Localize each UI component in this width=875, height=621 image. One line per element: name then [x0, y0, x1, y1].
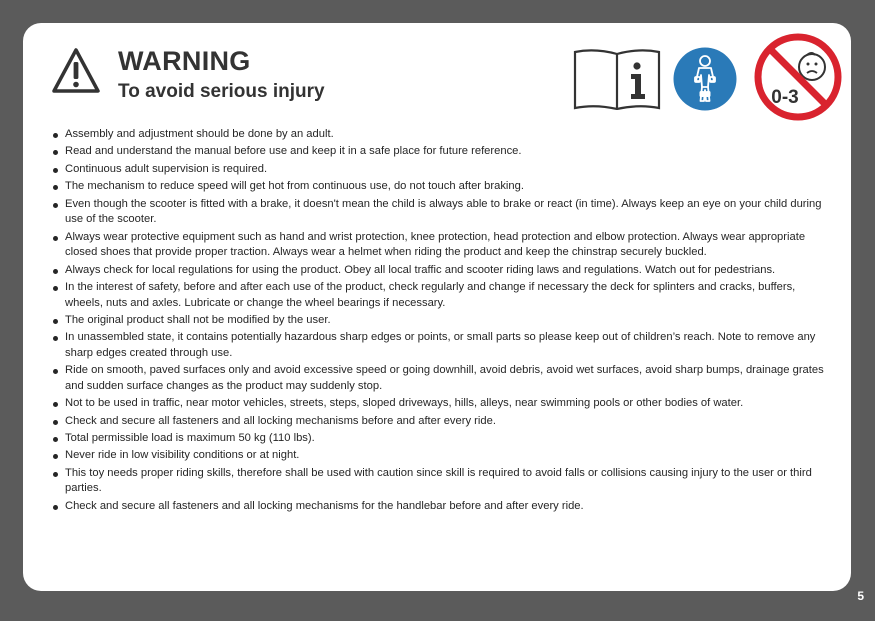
age-range-label: 0-3	[771, 87, 799, 108]
warning-item: Read and understand the manual before use and keep it in a safe place for future reference.	[48, 144, 828, 160]
page-subtitle: To avoid serious injury	[118, 81, 325, 102]
warning-item: This toy needs proper riding skills, therefore shall be used with caution since skill is required to avoid falls or collisions causing injury to the user or third parties.	[48, 466, 828, 497]
warning-item: Never ride in low visibility conditions or at night.	[48, 448, 828, 464]
not-for-age-0-3-icon	[752, 31, 844, 123]
page-number: 5	[857, 589, 864, 603]
page-title: WARNING	[118, 46, 251, 76]
warning-item: Check and secure all fasteners and all locking mechanisms for the handlebar before and after every ride.	[48, 499, 828, 515]
warning-item: In the interest of safety, before and after each use of the product, check regularly and change if necessary the deck for splinters and cracks, buffers, wheels, nuts and axles. Lubricate or change the wheel bearings if necessary.	[48, 280, 828, 311]
warning-item: The mechanism to reduce speed will get hot from continuous use, do not touch after braking.	[48, 179, 828, 195]
read-manual-icon	[573, 46, 661, 110]
warning-item: Continuous adult supervision is required.	[48, 162, 828, 178]
warning-item: Always wear protective equipment such as hand and wrist protection, knee protection, head protection and elbow protection. Always wear appropriate closed shoes that provide proper traction. Always wear a helmet when riding the product and keep the chinstrap securely buckled.	[48, 230, 828, 261]
warning-item: Ride on smooth, paved surfaces only and avoid excessive speed or going downhill, avoid debris, avoid wet surfaces, avoid sharp bumps, drainage grates and sudden surface changes as the product may suddenly stop.	[48, 363, 828, 394]
warning-card	[23, 23, 851, 591]
warning-item: The original product shall not be modified by the user.	[48, 313, 828, 329]
warning-item: Check and secure all fasteners and all locking mechanisms before and after every ride.	[48, 414, 828, 430]
warning-item: Total permissible load is maximum 50 kg (110 lbs).	[48, 431, 828, 447]
warning-item: In unassembled state, it contains potentially hazardous sharp edges or points, or small parts so please keep out of children’s reach. Note to remove any sharp edges created through use.	[48, 330, 828, 361]
warning-list	[48, 127, 828, 516]
warning-triangle-icon	[51, 47, 101, 95]
warning-item: Assembly and adjustment should be done by an adult.	[48, 127, 828, 143]
warning-item: Not to be used in traffic, near motor vehicles, streets, steps, sloped driveways, hills, alleys, near swimming pools or other bodies of water.	[48, 396, 828, 412]
warning-item: Even though the scooter is fitted with a brake, it doesn't mean the child is always able to brake or react (in time). Always keep an eye on your child during use of the scooter.	[48, 197, 828, 228]
protective-gear-icon	[673, 47, 737, 111]
warning-item: Always check for local regulations for using the product. Obey all local traffic and scooter riding laws and regulations. Watch out for pedestrians.	[48, 263, 828, 279]
